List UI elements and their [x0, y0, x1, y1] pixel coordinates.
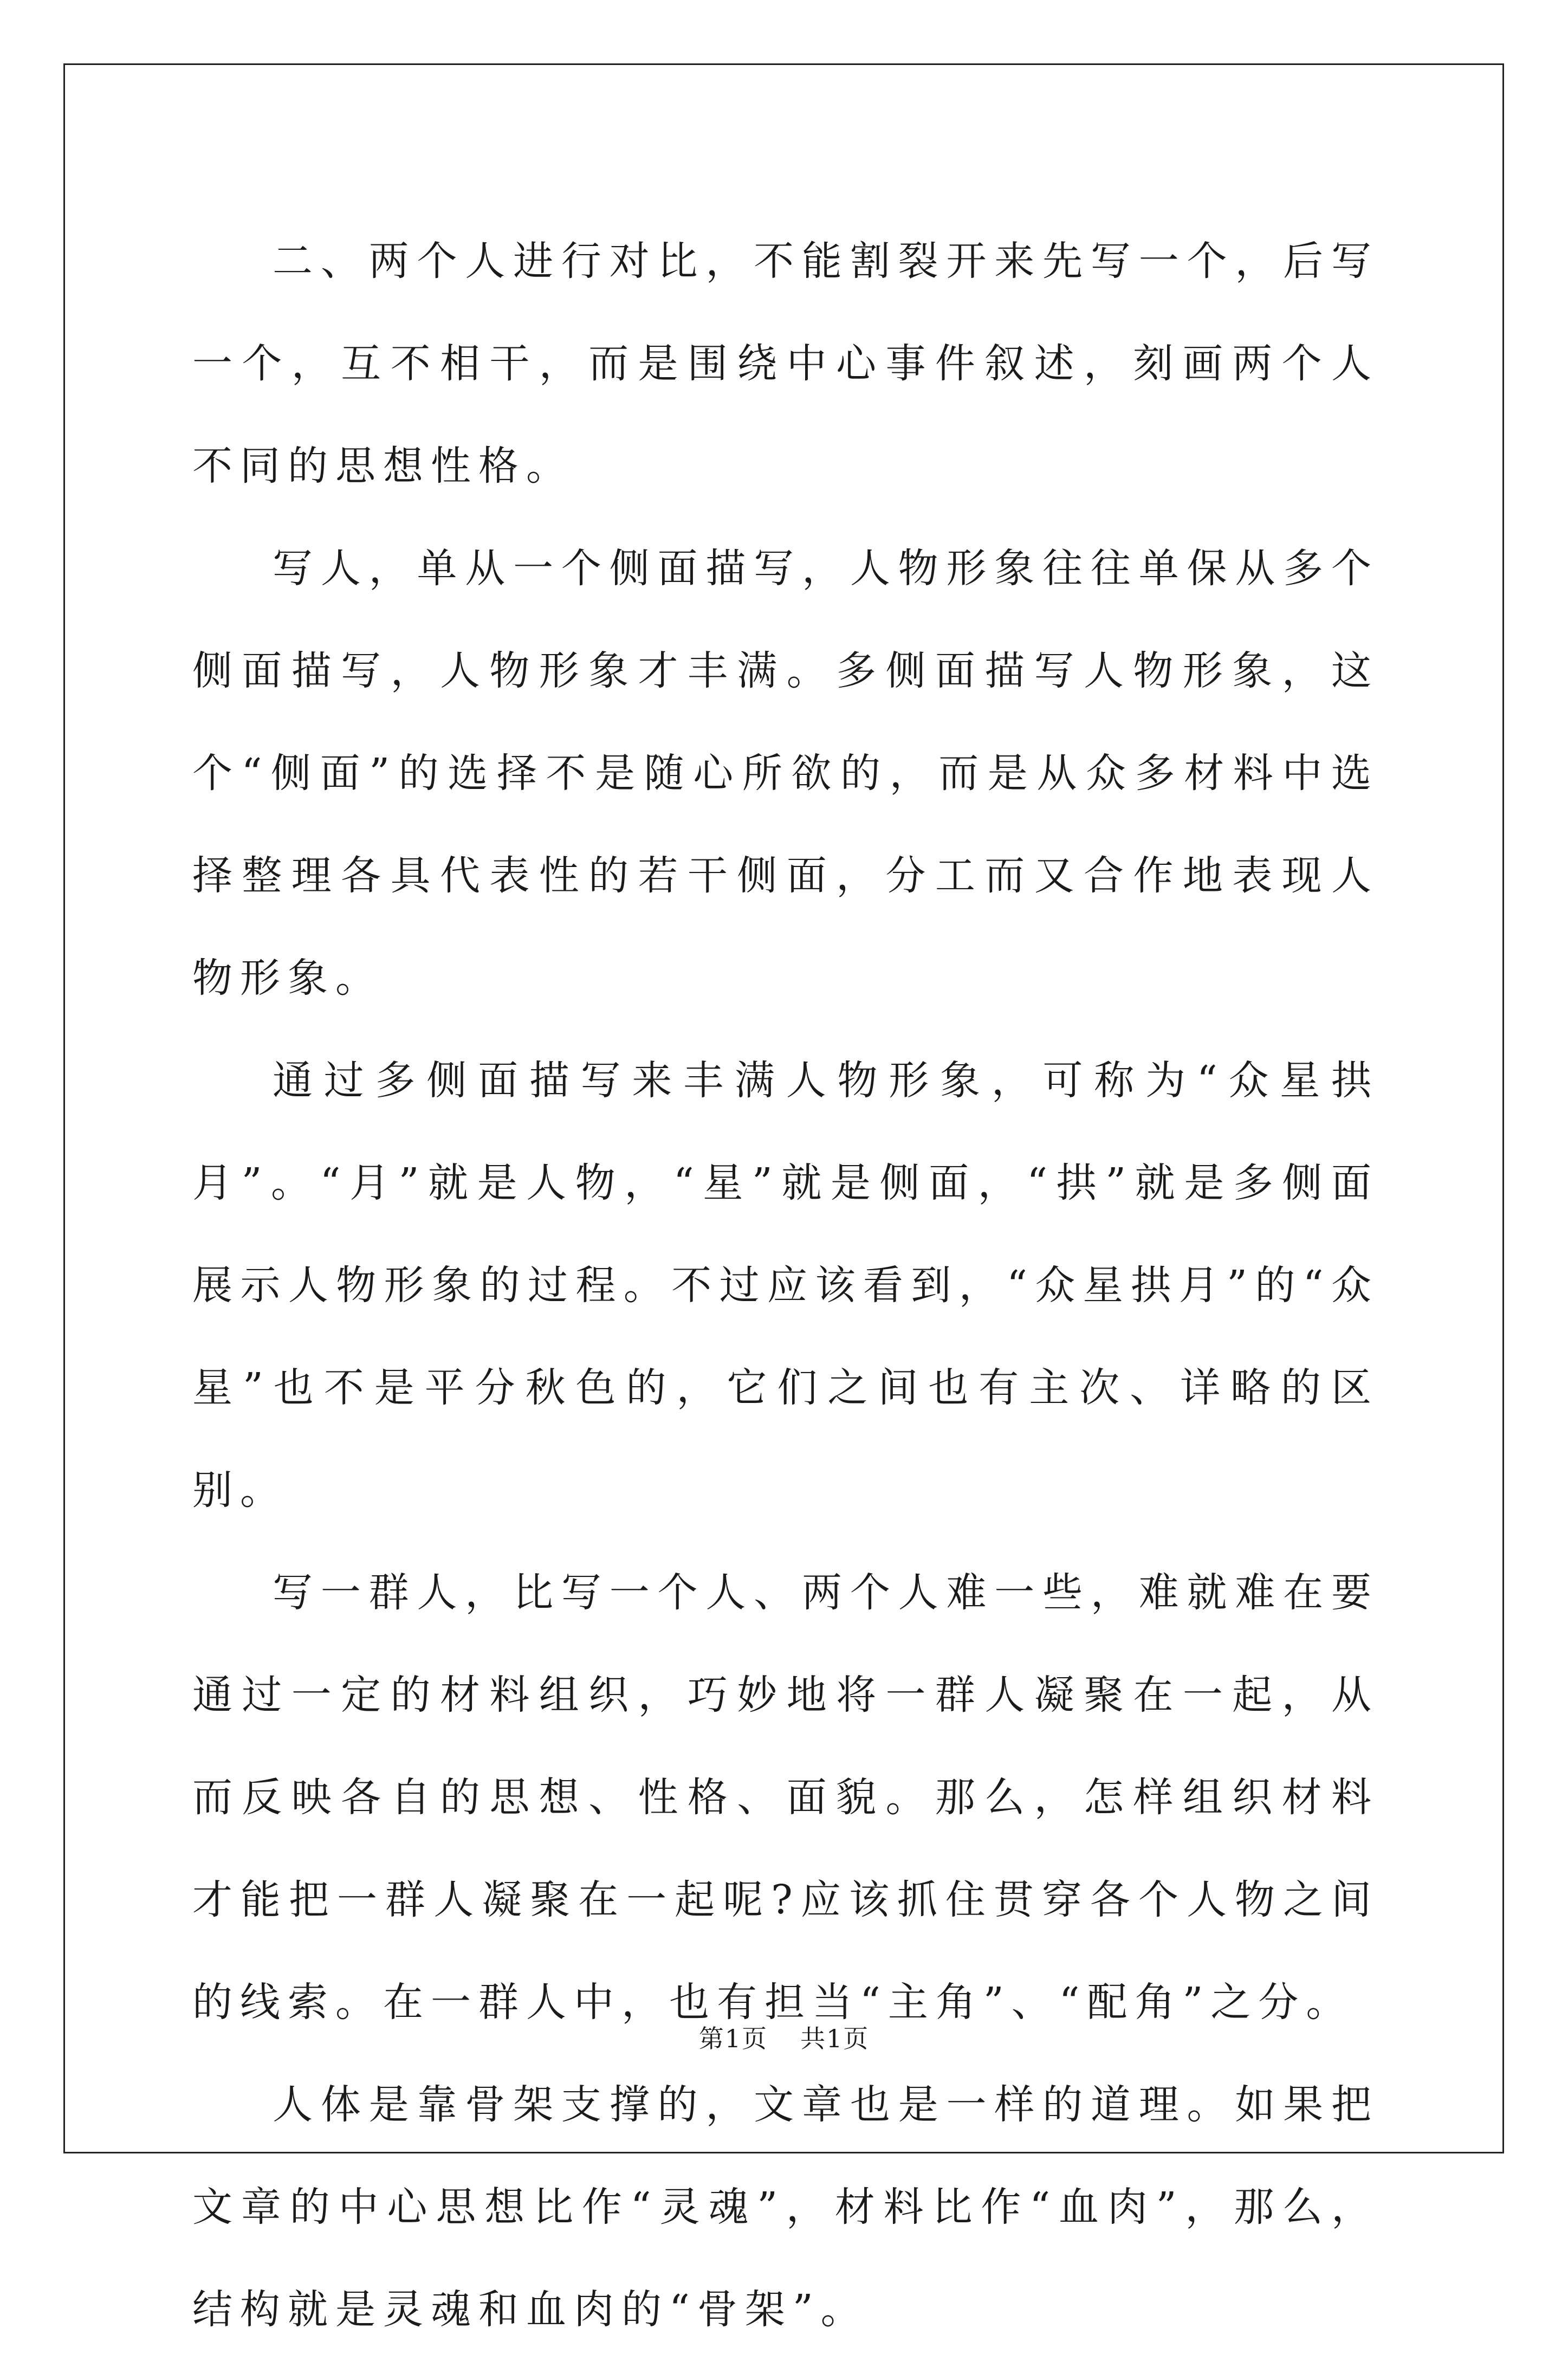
paragraph-5: 人体是靠骨架支撑的，文章也是一样的道理。如果把文章的中心思想比作“灵魂”，材料比作“血肉”，那么，结构就是灵魂和血肉的“骨架”。 — [192, 2081, 1379, 2333]
paragraph-2: 写人，单从一个侧面描写，人物形象往往单保从多个侧面描写，人物形象才丰满。多侧面描写人物形象，这个“侧面”的选择不是随心所欲的，而是从众多材料中选择整理各具代表性的若干侧面，分工而又合作地表现人物形象。 — [192, 545, 1379, 1001]
page-total: 共1页 — [800, 2024, 870, 2053]
page-number: 第1页 — [698, 2024, 768, 2053]
paragraph-4: 写一群人，比写一个人、两个人难一些，难就难在要通过一定的材料组织，巧妙地将一群人凝聚在一起，从而反映各自的思想、性格、面貌。那么，怎样组织材料才能把一群人凝聚在一起呢?应该抓住贯穿各个人物之间的线索。在一群人中，也有担当“主角”、“配角”之分。 — [192, 1569, 1379, 2026]
page-footer — [0, 2022, 1568, 2055]
paragraph-3: 通过多侧面描写来丰满人物形象，可称为“众星拱月”。“月”就是人物，“星”就是侧面，“拱”就是多侧面展示人物形象的过程。不过应该看到，“众星拱月”的“众星”也不是平分秋色的，它们之间也有主次、详略的区别。 — [192, 1057, 1379, 1513]
paragraph-1: 二、两个人进行对比，不能割裂开来先写一个，后写一个，互不相干，而是围绕中心事件叙述，刻画两个人不同的思想性格。 — [192, 238, 1379, 489]
